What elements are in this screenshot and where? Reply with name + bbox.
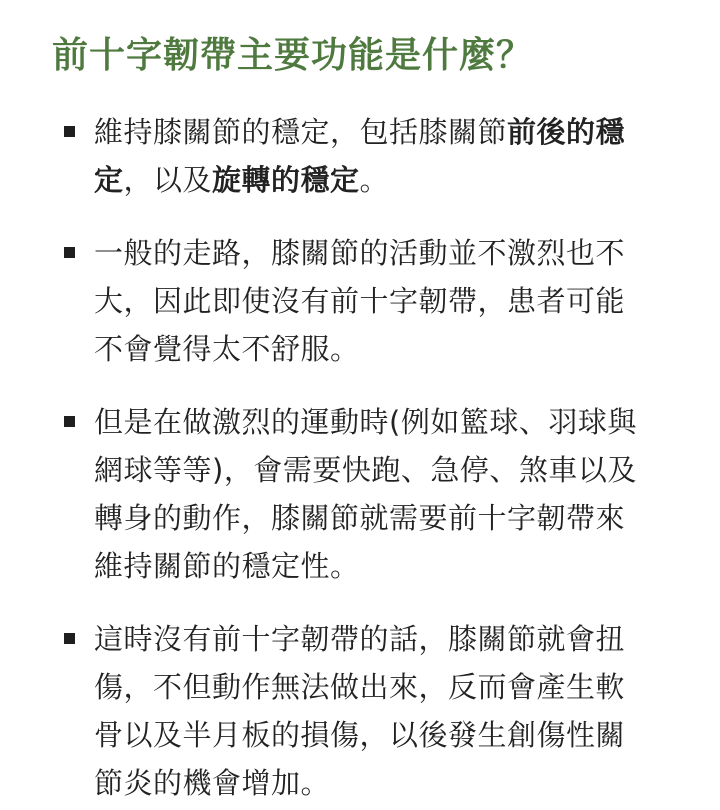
square-bullet-icon — [64, 633, 75, 644]
section-title: 前十字韌帶主要功能是什麼？ — [52, 35, 534, 76]
list-item-text — [94, 622, 625, 800]
list-item-text — [94, 405, 637, 583]
text-segment: 這時沒有前十字韌帶的話，膝關節就會扭傷，不但動作無法做出來，反而會產生軟骨以及半月板的損傷，以後發生創傷性關節炎的機會增加。 — [94, 622, 626, 800]
list-item — [52, 398, 648, 590]
text-segment: 維持膝關節的穩定，包括膝關節 — [94, 115, 508, 149]
list-item — [52, 229, 648, 373]
list-item — [52, 615, 648, 807]
bold-text-segment: 旋轉的穩定 — [212, 163, 360, 197]
square-bullet-icon — [64, 126, 75, 137]
text-segment: 。 — [359, 163, 390, 197]
square-bullet-icon — [64, 416, 75, 427]
bold-text-segment: 前後的穩定 — [94, 115, 626, 197]
text-segment: 一般的走路，膝關節的活動並不激烈也不大，因此即使沒有前十字韌帶，患者可能不會覺得太不舒服。 — [94, 236, 626, 366]
list-item-text — [94, 115, 625, 197]
list-item — [52, 108, 648, 204]
square-bullet-icon — [64, 247, 75, 258]
text-segment: ，以及 — [123, 163, 213, 197]
list-item-text — [94, 236, 625, 366]
text-segment: 但是在做激烈的運動時(例如籃球、羽球與網球等等)，會需要快跑、急停、煞車以及轉身的動作，膝關節就需要前十字韌帶來維持關節的穩定性。 — [94, 405, 637, 583]
bullet-list — [52, 108, 668, 807]
